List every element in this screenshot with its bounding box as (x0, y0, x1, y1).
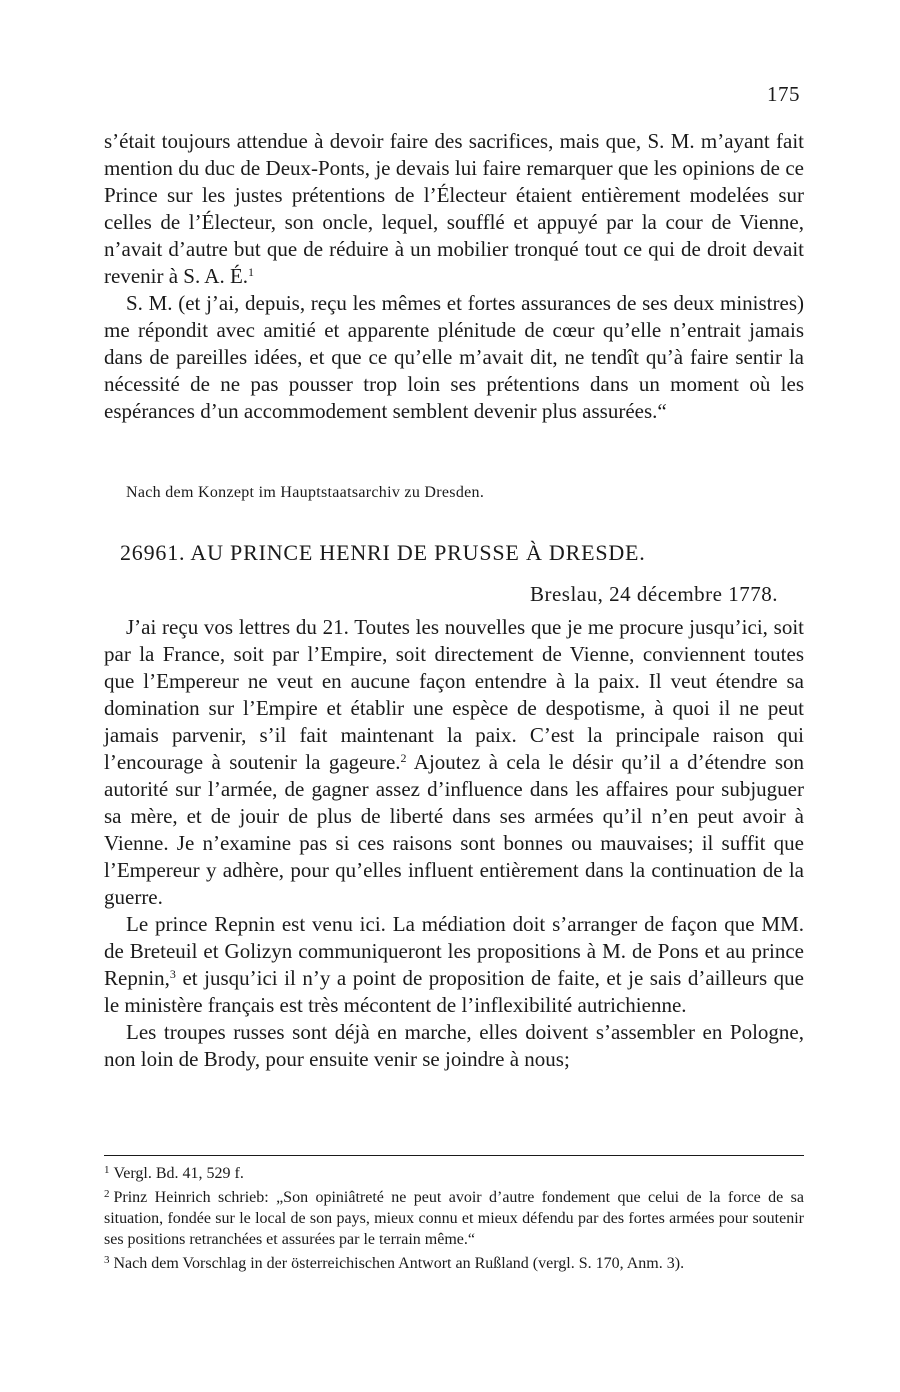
footnote (104, 1160, 804, 1184)
continued-letter-text (104, 128, 804, 425)
paragraph-text: Ajoutez à cela le désir qu’il a d’étendre son autorité sur l’armée, de gagner assez d’influence dans les affaires pour subjuguer sa mère, et de jouir de plus de liberté dans ses armées qu’il n’en peut avoir à Vienne. Je n’examine pas si ces raisons sont bonnes ou mauvaises; il suffit que l’Empereur y adhère, pour qu’elles influent entièrement dans la continuation de la guerre. (104, 750, 804, 909)
letter-heading: 26961. AU PRINCE HENRI DE PRUSSE À DRESDE. (120, 540, 646, 565)
paragraph (104, 1019, 804, 1073)
source-note: Nach dem Konzept im Hauptstaatsarchiv zu Dresden. (126, 484, 485, 501)
paragraph-text: s’était toujours attendue à devoir faire des sacrifices, mais que, S. M. m’ayant fait mention du duc de Deux-Ponts, je devais lui faire remarquer que les opinions de ce Prince sur les justes prétentions de l’Électeur étaient entièrement modelées sur celles de l’Électeur, son oncle, lequel, soufflé et appuyé par la cour de Vienne, n’avait d’autre but que de réduire à un mobilier tronqué tout ce qui de droit devait revenir à S. A. É. (104, 129, 804, 288)
footnote-ref[interactable]: 2 (400, 751, 407, 765)
footnote-number: 3 (104, 1254, 110, 1266)
paragraph-text: Le prince Repnin est venu ici. La médiation doit s’arranger de façon que MM. de Breteuil et Golizyn communiqueront les propositions à M. de Pons et au prince Repnin, (104, 912, 804, 990)
letter-body (104, 614, 804, 1073)
footnote-divider (104, 1155, 804, 1156)
footnote-ref[interactable]: 3 (169, 967, 176, 981)
paragraph-text: J’ai reçu vos lettres du 21. Toutes les nouvelles que je me procure jusqu’ici, soit par la France, soit par l’Empire, soit directement de Vienne, conviennent toutes que l’Empereur ne veut en aucune façon entendre à la paix. Il veut étendre sa domination sur l’Empire et établir une espèce de despotisme, à quoi il ne peut jamais parvenir, s’il fait maintenant la paix. C’est la principale raison qui l’encourage à soutenir la gageure. (104, 615, 804, 774)
paragraph (104, 911, 804, 1019)
footnote (104, 1250, 804, 1274)
footnote-number: 2 (104, 1188, 110, 1200)
footnote (104, 1184, 804, 1250)
letter-dateline: Breslau, 24 décembre 1778. (529, 582, 778, 606)
paragraph-text: Les troupes russes sont déjà en marche, elles doivent s’assembler en Pologne, non loin de Brody, pour ensuite venir se joindre à nous; (104, 1020, 804, 1071)
footnote-text: Nach dem Vorschlag in der österreichischen Antwort an Rußland (vergl. S. 170, Anm. 3). (113, 1255, 685, 1272)
paragraph (104, 614, 804, 911)
paragraph (104, 128, 804, 290)
footnote-text: Prinz Heinrich schrieb: „Son opiniâtreté ne peut avoir d’autre fondement que celui de la force de sa situation, fondée sur le local de son pays, mieux connu et mieux défendu par des fortes armées pour soutenir ses positions retranchées et assurées par le terrain même.“ (104, 1189, 804, 1248)
footnote-number: 1 (104, 1164, 110, 1176)
paragraph (104, 290, 804, 425)
footnote-text: Vergl. Bd. 41, 529 f. (113, 1165, 244, 1182)
paragraph-text: et jusqu’ici il n’y a point de proposition de faite, et je sais d’ailleurs que le ministère français est très mécontent de l’inflexibilité autrichienne. (104, 966, 804, 1017)
footnote-ref[interactable]: 1 (248, 265, 255, 279)
footnotes (104, 1160, 804, 1274)
page-number: 175 (767, 82, 800, 106)
paragraph-text: S. M. (et j’ai, depuis, reçu les mêmes et fortes assurances de ses deux ministres) me répondit avec amitié et apparente plénitude de cœur qu’elle n’entrait jamais dans de pareilles idées, et que ce qu’elle m’avait dit, ne tendît qu’à faire sentir la nécessité de ne pas pousser trop loin ses prétentions dans un moment où les espérances d’un accommodement semblent devenir plus assurées.“ (104, 291, 804, 423)
